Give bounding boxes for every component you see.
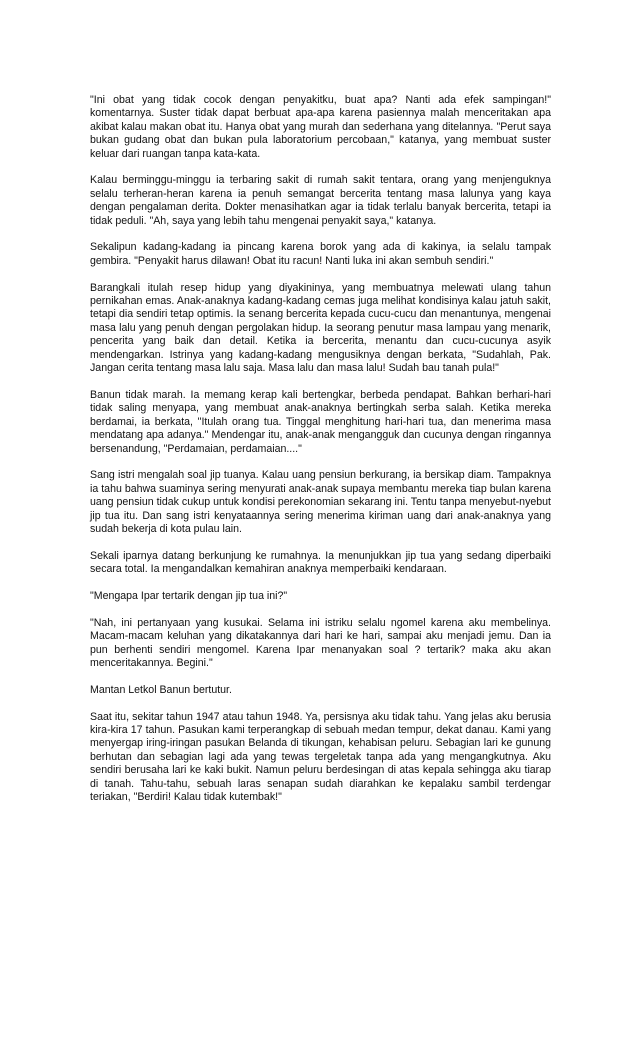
paragraph: Mantan Letkol Banun bertutur. — [90, 683, 232, 696]
dialogue-line: "Mengapa Ipar tertarik dengan jip tua ini?" — [90, 589, 288, 602]
paragraph: Saat itu, sekitar tahun 1947 atau tahun 1948. Ya, persisnya aku tidak tahu. Yang jelas aku berusia kira-kira 17 tahun. Pasukan kami terperangkap di sebuah medan tempur, dekat danau. Kami yang menyergap iring-iringan pasukan Belanda di tikungan, kehabisan peluru. Sebagian lari ke gunung berhutan dan sebagian lagi ada yang tewas tergeletak tanpa ada yang mengangkutnya. Aku sendiri berusaha lari ke kaki bukit. Namun peluru berdesingan di atas kepala sehingga aku tiarap di tanah. Tahu-tahu, sebuah laras senapan sudah diarahkan ke kepalaku sambil terdengar teriakan, "Berdiri! Kalau tidak kutembak!" — [90, 710, 551, 803]
paragraph: "Ini obat yang tidak cocok dengan penyakitku, buat apa? Nanti ada efek sampingan!" komentarnya. Suster tidak dapat berbuat apa-apa karena pasiennya malah menceritakan apa akibat kalau makan obat itu. Hanya obat yang murah dan sederhana yang ditelannya. "Perut saya bukan gudang obat dan bukan pula laboratorium percobaan," katanya, yang membuat suster keluar dari ruangan tanpa kata-kata. — [90, 94, 551, 160]
paragraph: Banun tidak marah. Ia memang kerap kali bertengkar, berbeda pendapat. Bahkan berhari-hari tidak saling menyapa, yang membuat anak-anaknya bertingkah serba salah. Ketika mereka berdamai, ia berkata, "Itulah orang tua. Tinggal menghitung hari-hari tua, dan menerima masa mendatang apa adanya." Mendengar itu, anak-anak mengangguk dan cucunya dengan ringannya bersenandung, "Perdamaian, perdamaian...." — [90, 388, 551, 455]
paragraph: "Nah, ini pertanyaan yang kusukai. Selama ini istriku selalu ngomel karena aku membelinya. Macam-macam keluhan yang dikatakannya dari hari ke hari, sampai aku menjadi jemu. Dan ia pun berhenti sendiri mengomel. Karena Ipar menanyakan soal ? tertarik? maka aku akan menceritakannya. Begini." — [90, 616, 551, 669]
document-body — [90, 94, 551, 804]
paragraph: Sekalipun kadang-kadang ia pincang karena borok yang ada di kakinya, ia selalu tampak gembira. "Penyakit harus dilawan! Obat itu racun! Nanti luka ini akan sembuh sendiri." — [90, 241, 551, 267]
paragraph: Barangkali itulah resep hidup yang diyakininya, yang membuatnya melewati ulang tahun pernikahan emas. Anak-anaknya kadang-kadang cemas juga melihat kondisinya kalau jatuh sakit, tetapi dia sendiri tetap optimis. Ia senang bercerita kepada cucu-cucu dan menantunya, mengenai masa lalu yang penuh dengan pergolakan hidup. Ia seorang penutur masa lampau yang menarik, pencerita yang baik dan detail. Ketika ia bercerita, menantu dan cucu-cucunya asyik mendengarkan. Istrinya yang kadang-kadang mengusiknya dengan berkata, "Sudahlah, Pak. Jangan cerita tentang masa lalu saja. Masa lalu dan masa lalu! Sudah bau tanah pula!" — [90, 281, 551, 375]
paragraph: Sang istri mengalah soal jip tuanya. Kalau uang pensiun berkurang, ia bersikap diam. Tampaknya ia tahu bahwa suaminya sering menyurati anak-anak supaya membantu mereka tiap bulan karena uang pensiun tidak cukup untuk kondisi perekonomian sekarang ini. Tentu tanpa menyebut-nyebut jip tua itu. Dan sang istri kenyataannya sering menerima kiriman uang dari anak-anaknya yang sudah bekerja di kota pulau lain. — [90, 469, 551, 535]
paragraph: Kalau berminggu-minggu ia terbaring sakit di rumah sakit tentara, orang yang menjenguknya selalu terheran-heran karena ia penuh semangat bercerita tentang masa lalunya yang kaya dengan pengalaman derita. Dokter menasihatkan agar ia tidak terlalu banyak bercerita, tetapi ia tidak peduli. "Ah, saya yang lebih tahu mengenai penyakit saya," katanya. — [90, 174, 551, 227]
paragraph: Sekali iparnya datang berkunjung ke rumahnya. Ia menunjukkan jip tua yang sedang diperbaiki secara total. Ia mengandalkan kemahiran anaknya memperbaiki kendaraan. — [90, 549, 551, 576]
